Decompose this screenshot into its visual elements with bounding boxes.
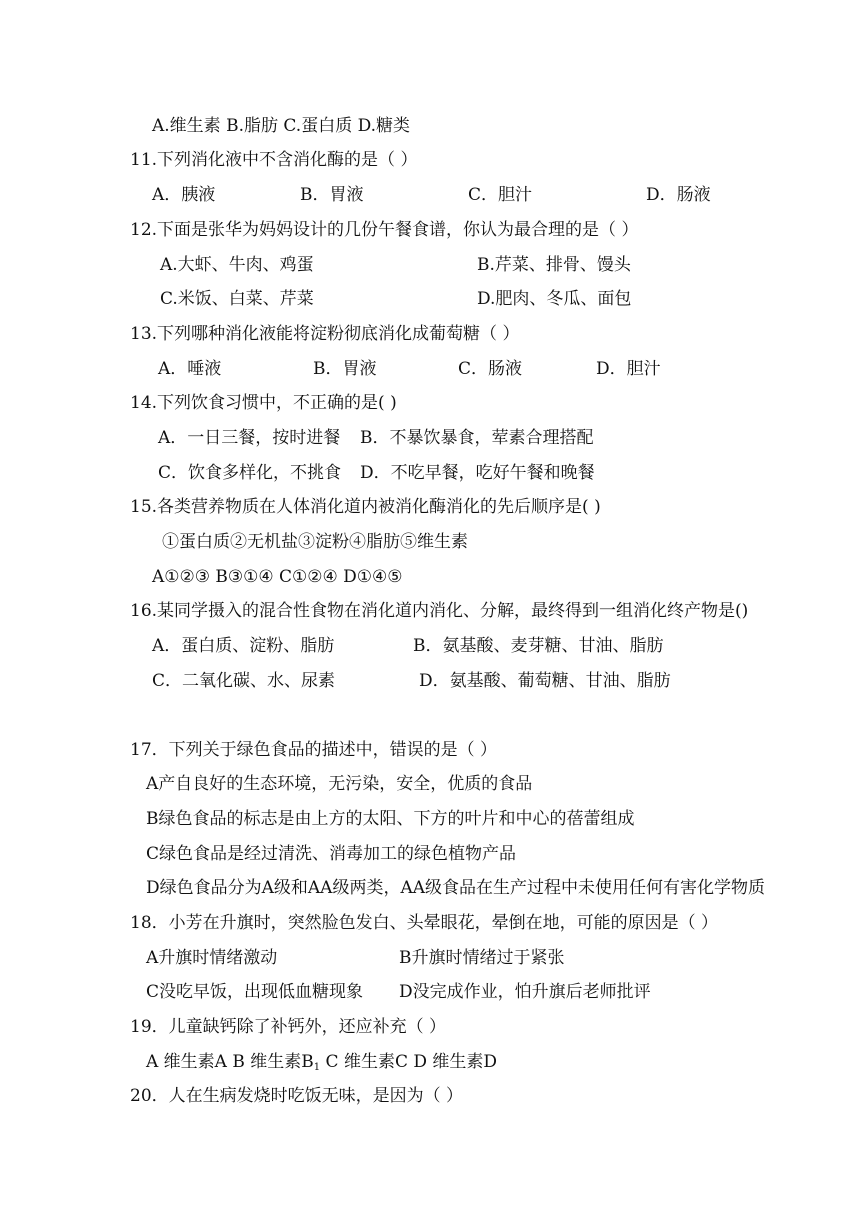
q16-option-d: D．氨基酸、葡萄糖、甘油、脂肪 (419, 671, 671, 691)
q12-option-d: D.肥肉、冬瓜、面包 (477, 289, 632, 309)
q19-subscript: 1 (313, 1062, 321, 1073)
q18-option-a: A升旗时情绪激动 (146, 948, 278, 968)
q11-option-b: B．胃液 (300, 185, 364, 205)
q18-option-d: D没完成作业，怕升旗后老师批评 (399, 982, 651, 1002)
q11-option-c: C．胆汁 (468, 185, 533, 205)
q14-option-d: D．不吃早餐，吃好午餐和晚餐 (360, 463, 595, 483)
q12-stem: 12.下面是张华为妈妈设计的几份午餐食谱，你认为最合理的是（ ） (130, 220, 639, 240)
q15-list: ①蛋白质②无机盐③淀粉④脂肪⑤维生素 (162, 532, 468, 552)
q11-option-d: D．肠液 (646, 185, 711, 205)
q16-option-c: C．二氧化碳、水、尿素 (152, 671, 336, 691)
q17-option-d: D绿色食品分为A级和AA级两类，AA级食品在生产过程中未使用任何有害化学物质 (146, 878, 766, 898)
q19-options (146, 1050, 497, 1074)
q12-option-b: B.芹菜、排骨、馒头 (477, 255, 631, 275)
q14-option-b: B．不暴饮暴食，荤素合理搭配 (360, 428, 594, 448)
q16-stem: 16.某同学摄入的混合性食物在消化道内消化、分解，最终得到一组消化终产物是() (130, 601, 749, 621)
q14-option-c: C．饮食多样化，不挑食 (158, 463, 342, 483)
q13-option-b: B．胃液 (313, 359, 377, 379)
q18-option-b: B升旗时情绪过于紧张 (399, 948, 565, 968)
q18-stem: 18．小芳在升旗时，突然脸色发白、头晕眼花，晕倒在地，可能的原因是（ ） (130, 913, 719, 933)
q13-option-c: C．肠液 (458, 359, 523, 379)
q11-option-a: A．胰液 (152, 185, 216, 205)
q14-stem: 14.下列饮食习惯中，不正确的是( ) (130, 393, 397, 413)
q18-option-c: C没吃早饭，出现低血糖现象 (146, 982, 364, 1002)
q13-stem: 13.下列哪种消化液能将淀粉彻底消化成葡萄糖（ ） (130, 324, 520, 344)
q13-option-a: A．唾液 (158, 359, 222, 379)
q15-options: A①②③ B③①④ C①②④ D①④⑤ (152, 567, 403, 587)
q19-options-ab: A 维生素A B 维生素B (146, 1052, 314, 1072)
q17-option-a: A产自良好的生态环境，无污染，安全，优质的食品 (146, 774, 533, 794)
q14-option-a: A．一日三餐，按时进餐 (158, 428, 341, 448)
q16-option-b: B．氨基酸、麦芽糖、甘油、脂肪 (413, 636, 664, 656)
q19-stem: 19．儿童缺钙除了补钙外，还应补充（ ） (130, 1017, 447, 1037)
q17-option-b: B绿色食品的标志是由上方的太阳、下方的叶片和中心的蓓蕾组成 (146, 809, 635, 829)
q13-option-d: D．胆汁 (596, 359, 661, 379)
q17-option-c: C绿色食品是经过清洗、消毒加工的绿色植物产品 (146, 844, 517, 864)
q17-stem: 17．下列关于绿色食品的描述中，错误的是（ ） (130, 740, 498, 760)
q10-options: A.维生素 B.脂肪 C.蛋白质 D.糖类 (152, 116, 411, 136)
q12-option-a: A.大虾、牛肉、鸡蛋 (160, 255, 314, 275)
q20-stem: 20．人在生病发烧时吃饭无味，是因为（ ） (130, 1086, 464, 1106)
q12-option-c: C.米饭、白菜、芹菜 (160, 289, 314, 309)
q11-stem: 11.下列消化液中不含消化酶的是（ ） (130, 150, 418, 170)
q19-options-cd: C 维生素C D 维生素D (320, 1052, 498, 1072)
q16-option-a: A．蛋白质、淀粉、脂肪 (152, 636, 335, 656)
q15-stem: 15.各类营养物质在人体消化道内被消化酶消化的先后顺序是( ) (130, 497, 601, 517)
